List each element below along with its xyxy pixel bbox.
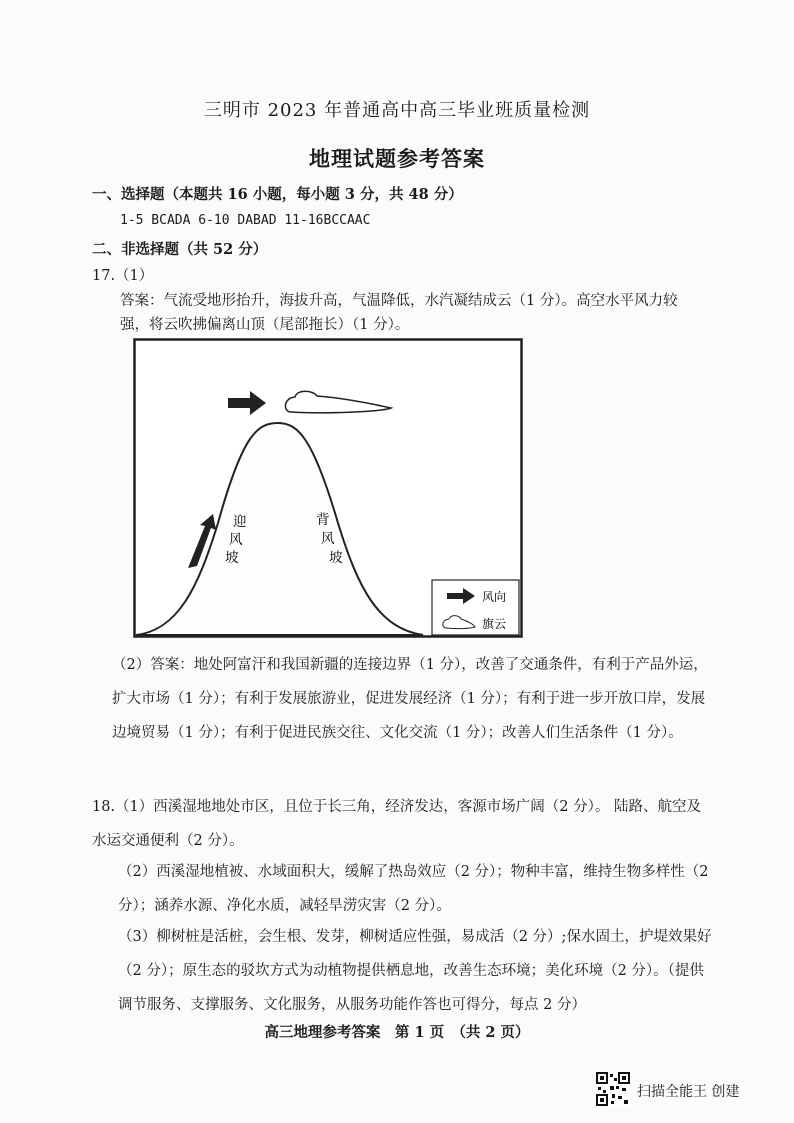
q18-part1-text: 18.（1）西溪湿地地处市区，且位于长三角，经济发达，客源市场广阔（2 分）。 陆路、航空及水运交通便利（2 分）。 xyxy=(92,799,701,849)
q18-part2 xyxy=(118,855,710,923)
section1-heading: 一、选择题（本题共 16 小题，每小题 3 分，共 48 分） xyxy=(92,186,463,203)
q17-answer-line2: 强，将云吹拂偏离山顶（尾部拖长）（1 分）。 xyxy=(120,317,410,333)
windward-label-3: 坡 xyxy=(225,550,239,566)
q17-answer-line1: 答案：气流受地形抬升，海拔升高，气温降低，水汽凝结成云（1 分）。高空水平风力较 xyxy=(120,293,678,309)
windward-label-2: 风 xyxy=(229,532,243,548)
page-subtitle: 地理试题参考答案 xyxy=(309,146,485,171)
scanner-watermark: 扫描全能王 创建 xyxy=(637,1084,740,1100)
legend-wind-label: 风向 xyxy=(482,590,507,604)
windward-label-1: 迎 xyxy=(233,514,247,530)
q17-part2-text: （2）答案：地处阿富汗和我国新疆的连接边界（1 分），改善了交通条件，有利于产品外运，扩大市场（1 分）；有利于发展旅游业，促进发展经济（1 分）；有利于进一步开放口岸，发展边境贸易（1 分）；有利于促进民族交往、文化交流（1 分）；改善人们生活条件（1 分）。 xyxy=(112,657,708,741)
q18-part3 xyxy=(118,920,718,1022)
mountain-diagram xyxy=(133,338,523,638)
q18-part1 xyxy=(92,790,710,858)
leeward-label-2: 风 xyxy=(321,531,335,547)
qr-code-icon xyxy=(596,1072,630,1106)
leeward-label-1: 背 xyxy=(316,512,330,528)
section2-heading: 二、非选择题（共 52 分） xyxy=(92,241,268,258)
q17-number: 17.（1） xyxy=(92,268,154,284)
q18-part2-text: （2）西溪湿地植被、水域面积大，缓解了热岛效应（2 分）；物种丰富，维持生物多样性（2 分）；涵养水源、净化水质，减轻旱涝灾害（2 分）。 xyxy=(118,864,709,914)
leeward-label-3: 坡 xyxy=(329,550,343,566)
legend-cloud-label: 旗云 xyxy=(482,617,507,631)
page-footer: 高三地理参考答案 第 1 页 （共 2 页） xyxy=(264,1024,530,1041)
q18-part3-text: （3）柳树桩是活桩，会生根、发芽，柳树适应性强，易成活（2 分）;保水固土，护堤效果好（2 分）；原生态的驳坎方式为动植物提供栖息地，改善生态环境；美化环境（2 分）。（提供调节服务、支撑服务、文化服务，从服务功能作答也可得分，每点 2 分） xyxy=(118,929,712,1013)
q17-part2 xyxy=(112,648,712,750)
choice-answers: 1-5 BCADA 6-10 DABAD 11-16BCCAAC xyxy=(120,213,371,228)
mountain-diagram-svg xyxy=(133,338,523,638)
page-title: 三明市 2023 年普通高中高三毕业班质量检测 xyxy=(203,100,591,121)
